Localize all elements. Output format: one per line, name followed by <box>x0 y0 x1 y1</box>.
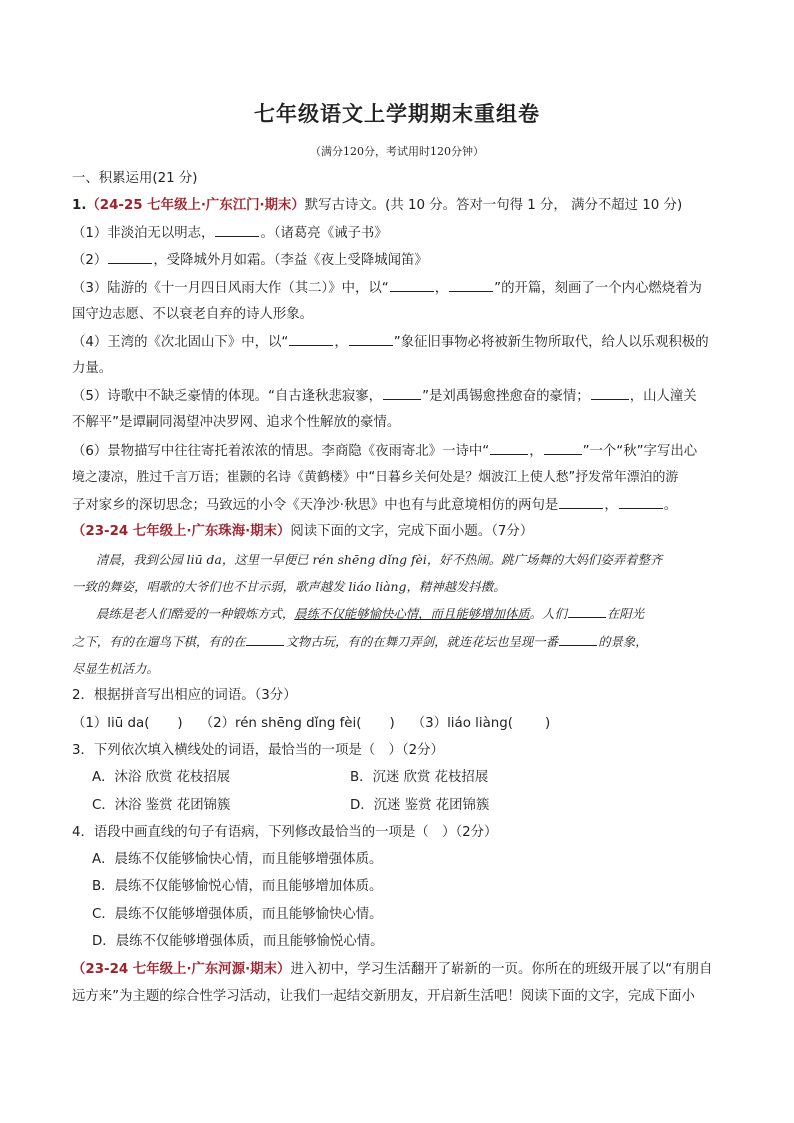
item-text: ，山人潼关 <box>629 389 697 404</box>
question-1-item-5 <box>72 387 732 406</box>
passage-line: 清晨，我到公园 liū da，这里一早便已 rén shēng dǐng fèi，好不热闹。跳广场舞的大妈们姿弄着整齐 <box>96 552 663 567</box>
answer-blank[interactable] <box>390 279 434 292</box>
item-text: ， <box>529 444 543 459</box>
group-instruction-cont: 远方来”为主题的综合性学习活动，让我们一起结交新朋友，开启新生活吧！阅读下面的文字，完成下面小 <box>72 989 695 1004</box>
question-1-item-6-cont: 境之凄凉，胜过千言万语；崔颢的名诗《黄鹤楼》中“日暮乡关何处是？烟波江上使人愁”抒发常年漂泊的游 <box>72 470 679 485</box>
passage-text: 之下，有的在遛鸟下棋，有的在 <box>72 634 246 649</box>
question-1-item-5-cont: 不解平”是谭嗣同渴望冲决罗网、追求个性解放的豪情。 <box>72 415 401 430</box>
item-text: 。 <box>663 498 678 513</box>
answer-blank[interactable] <box>383 387 421 400</box>
reading-group-header <box>72 523 732 541</box>
pinyin-item: （1）liū da( <box>72 716 150 731</box>
passage-line <box>72 633 732 651</box>
item-text: （5）诗歌中不缺乏豪情的体现。“自古逢秋悲寂寥， <box>72 389 383 404</box>
question-1-item-3-cont: 国守边志愿、不以衰老自弃的诗人形象。 <box>72 307 314 322</box>
pinyin-item: （3）liáo liàng( <box>411 716 514 731</box>
answer-blank[interactable] <box>490 442 528 455</box>
answer-blank[interactable] <box>246 633 284 646</box>
answer-blank[interactable] <box>559 633 597 646</box>
answer-blank[interactable] <box>559 496 603 509</box>
question-3: 3．下列依次填入横线处的词语，最恰当的一项是（ ）（2分） <box>72 743 444 758</box>
question-1-item-2 <box>72 251 732 270</box>
source-tag: （23-24 七年级上·广东珠海·期末） <box>72 524 291 539</box>
item-text: （4）王湾的《次北固山下》中，以“ <box>72 335 289 350</box>
group-instruction: 阅读下面的文字，完成下面小题。（7分） <box>290 524 534 539</box>
passage-text: 文物古玩，有的在舞刀弄剑，就连花坛也呈现一番 <box>285 634 559 649</box>
item-text: ， <box>334 335 348 350</box>
question-2: 2．根据拼音写出相应的词语。（3分） <box>72 688 297 703</box>
group-instruction: 进入初中，学习生活翻开了崭新的一页。你所在的班级开展了以“有朋自 <box>290 962 713 977</box>
passage-text: 。人们 <box>529 606 567 621</box>
answer-blank[interactable] <box>619 496 663 509</box>
answer-blank[interactable] <box>568 605 606 618</box>
reading-group-header <box>72 961 732 979</box>
paren: ) <box>545 716 551 731</box>
paren: ) <box>389 716 395 731</box>
item-text: ”一个“秋”字写出心 <box>582 444 698 459</box>
question-4: 4．语段中画直线的句子有语病，下列修改最恰当的一项是（ ）（2分） <box>72 825 498 840</box>
answer-blank[interactable] <box>544 442 582 455</box>
answer-blank[interactable] <box>215 224 259 237</box>
page-title: 七年级语文上学期期末重组卷 <box>254 102 540 126</box>
paren: ) <box>177 716 183 731</box>
passage-line <box>96 605 756 623</box>
section-heading: 一、积累运用(21 分) <box>72 171 198 186</box>
item-text: 。（诸葛亮《诫子书》 <box>260 226 388 241</box>
item-text: ”的开篇，刻画了一个内心燃烧着为 <box>494 281 702 296</box>
option-d[interactable]: D．沉迷 鉴赏 花团锦簇 <box>350 798 490 813</box>
item-text: （6）景物描写中往往寄托着浓浓的情思。李商隐《夜雨寄北》一诗中“ <box>72 444 490 459</box>
underlined-sentence: 晨练不仅能够愉快心情，而且能够增加体质 <box>294 606 530 621</box>
question-1-item-6-cont2 <box>72 496 732 515</box>
item-text: ， <box>434 281 449 296</box>
pinyin-item: （2）rén shēng dǐng fèi( <box>199 716 362 731</box>
answer-blank[interactable] <box>591 387 629 400</box>
option-a[interactable]: A．晨练不仅能够愉快心情，而且能够增强体质。 <box>92 852 383 867</box>
passage-line: 一致的舞姿，唱歌的大爷们也不甘示弱，歌声越发 liáo liàng，精神越发抖擞。 <box>72 579 506 594</box>
item-text: ， <box>604 498 618 513</box>
option-c[interactable]: C．晨练不仅能够增强体质，而且能够愉快心情。 <box>92 907 383 922</box>
passage-line: 尽显生机活力。 <box>72 661 159 676</box>
answer-blank[interactable] <box>108 251 152 264</box>
question-1-item-6 <box>72 442 732 461</box>
question-1-header <box>72 197 732 215</box>
option-d[interactable]: D．晨练不仅能够增强体质，而且能够愉悦心情。 <box>92 934 384 949</box>
item-text: 子对家乡的深切思念；马致远的小令《天净沙·秋思》中也有与此意境相仿的两句是 <box>72 498 559 513</box>
option-c[interactable]: C．沐浴 鉴赏 花团锦簇 <box>92 798 231 813</box>
question-2-blanks <box>72 715 732 733</box>
item-text: ”象征旧事物必将被新生物所取代，给人以乐观积极的 <box>393 335 709 350</box>
option-a[interactable]: A．沐浴 欣赏 花枝招展 <box>92 770 231 785</box>
question-text: 默写古诗文。(共 10 分。答对一句得 1 分， 满分不超过 10 分) <box>304 198 683 213</box>
source-tag: （23-24 七年级上·广东河源·期末） <box>72 962 291 977</box>
answer-blank[interactable] <box>449 279 493 292</box>
passage-text: 晨练是老人们酷爱的一种锻炼方式， <box>96 606 295 621</box>
answer-blank[interactable] <box>349 333 393 346</box>
page-subtitle: （满分120分，考试用时120分钟） <box>310 145 484 158</box>
question-number: 1. <box>72 198 87 213</box>
passage-text: 在阳光 <box>606 606 645 621</box>
option-b[interactable]: B．晨练不仅能够愉悦心情，而且能够增加体质。 <box>92 879 383 894</box>
question-1-item-3 <box>72 279 732 298</box>
item-text: ”是刘禹锡愈挫愈奋的豪情； <box>422 389 590 404</box>
passage-text: 的景象， <box>598 634 648 649</box>
item-text: （2） <box>72 253 108 268</box>
question-1-item-4-cont: 力量。 <box>72 361 113 376</box>
answer-blank[interactable] <box>289 333 333 346</box>
option-b[interactable]: B．沉迷 欣赏 花枝招展 <box>350 770 489 785</box>
source-tag: （24-25 七年级上·广东江门·期末） <box>86 198 305 213</box>
item-text: （3）陆游的《十一月四日风雨大作（其二）》中，以“ <box>72 281 389 296</box>
question-1-item-4 <box>72 333 732 352</box>
item-text: （1）非淡泊无以明志， <box>72 226 215 241</box>
item-text: ，受降城外月如霜。（李益《夜上受降城闻笛》 <box>153 253 428 268</box>
question-1-item-1 <box>72 224 732 243</box>
